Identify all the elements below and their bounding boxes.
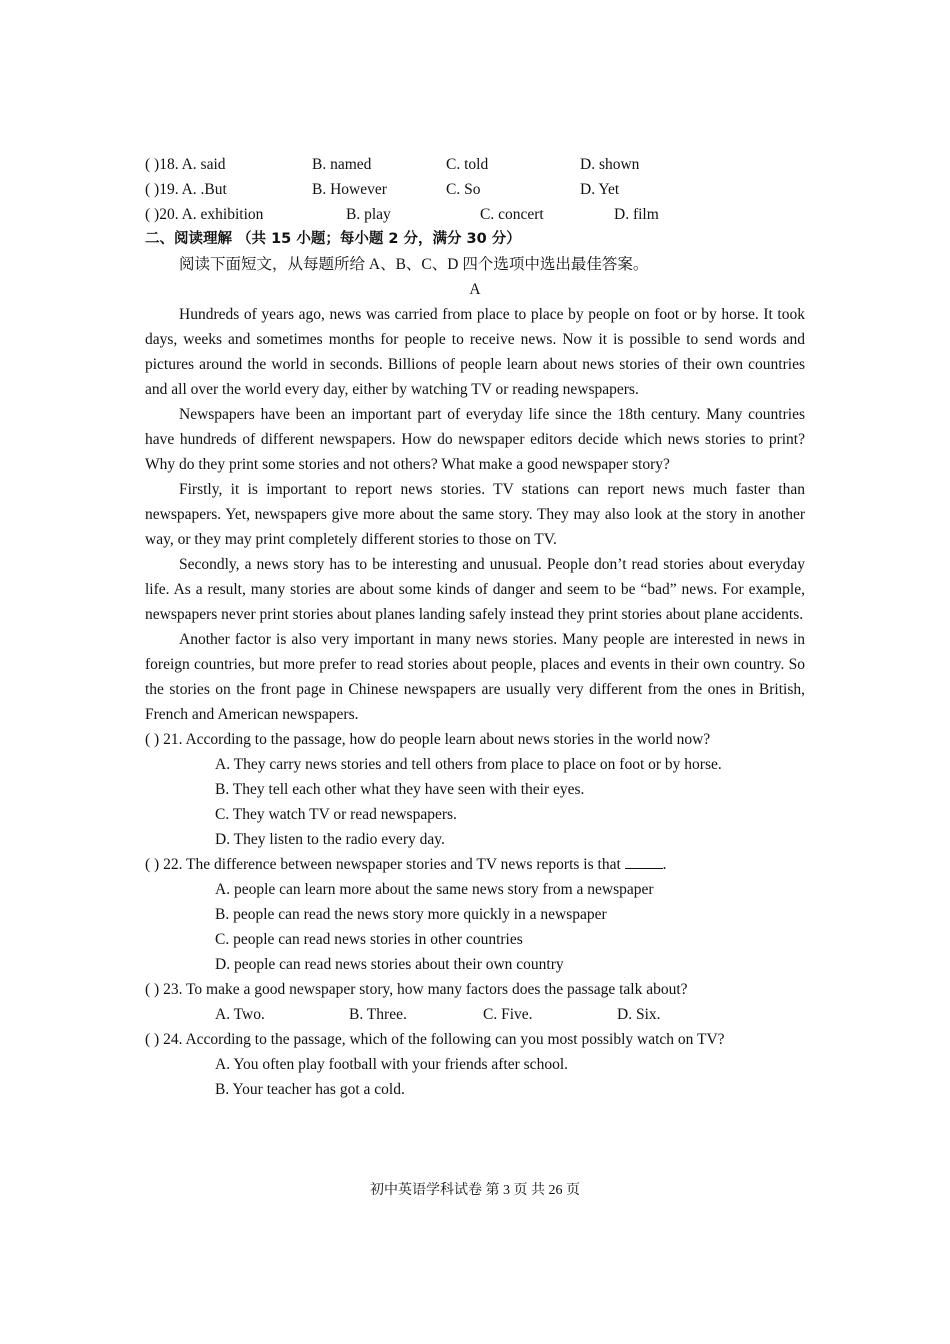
- exam-page: [145, 152, 805, 1102]
- question-23-stem: ( ) 23. To make a good newspaper story, how many factors does the passage talk about?: [145, 981, 688, 998]
- section-heading: 二、阅读理解 （共 15 小题；每小题 2 分，满分 30 分）: [145, 231, 521, 247]
- question-24-option-a: A. You often play football with your friends after school.: [215, 1056, 568, 1073]
- question-21-option-a: A. They carry news stories and tell others from place to place on foot or by horse.: [215, 756, 722, 773]
- question-18-stem: ( )18. A. said: [145, 156, 226, 173]
- option-c: C. So: [446, 181, 481, 198]
- question-22-option-a: A. people can learn more about the same news story from a newspaper: [215, 881, 654, 898]
- option-b: B. However: [312, 181, 387, 198]
- question-22-option-b: B. people can read the news story more quickly in a newspaper: [215, 906, 607, 923]
- option-c: C. concert: [480, 206, 544, 223]
- question-21-option-b: B. They tell each other what they have seen with their eyes.: [215, 781, 585, 798]
- question-23-option-d: D. Six.: [617, 1006, 661, 1023]
- question-22-stem: ( ) 22. The difference between newspaper stories and TV news reports is that: [145, 856, 621, 873]
- question-20: [145, 202, 805, 227]
- question-22-option-c: C. people can read news stories in other countries: [215, 931, 523, 948]
- question-19: [145, 177, 805, 202]
- question-23-options: [145, 1002, 805, 1027]
- option-d: D. Yet: [580, 181, 620, 198]
- passage-paragraph: Secondly, a news story has to be interesting and unusual. People don’t read stories about everyday life. As a result, many stories are about some kinds of danger and seem to be “bad” news. For example, newspapers never print stories about planes landing safely instead they print stories about plane accidents.: [145, 556, 805, 623]
- passage-label: A: [469, 281, 481, 298]
- question-22-option-d: D. people can read news stories about their own country: [215, 956, 564, 973]
- question-23-option-c: C. Five.: [483, 1006, 533, 1023]
- question-21-option-c: C. They watch TV or read newspapers.: [215, 806, 457, 823]
- page-footer: 初中英语学科试卷 第 3 页 共 26 页: [370, 1183, 580, 1198]
- question-20-stem: ( )20. A. exhibition: [145, 206, 264, 223]
- option-b: B. play: [346, 206, 391, 223]
- option-d: D. shown: [580, 156, 640, 173]
- option-b: B. named: [312, 156, 372, 173]
- question-22-stem-end: .: [662, 856, 667, 873]
- question-23-option-b: B. Three.: [349, 1006, 407, 1023]
- passage-paragraph: Another factor is also very important in many news stories. Many people are interested in news in foreign countries, but more prefer to read stories about people, places and events in their own country. So the stories on the front page in Chinese newspapers are usually very different from the ones in British, French and American newspapers.: [145, 631, 805, 723]
- option-c: C. told: [446, 156, 489, 173]
- question-22: [145, 852, 805, 877]
- question-18: [145, 152, 805, 177]
- passage-paragraph: Hundreds of years ago, news was carried from place to place by people on foot or by horse. It took days, weeks and sometimes months for people to receive news. Now it is possible to send words and pictures around the world in seconds. Billions of people learn about news stories of their own countries and all over the world every day, either by watching TV or reading newspapers.: [145, 306, 805, 398]
- question-24-option-b: B. Your teacher has got a cold.: [215, 1081, 405, 1098]
- passage-paragraph: Firstly, it is important to report news stories. TV stations can report news much faster than newspapers. Yet, newspapers give more about the same story. They may also look at the story in another way, or they may print completely different stories to those on TV.: [145, 481, 805, 548]
- passage-paragraph: Newspapers have been an important part of everyday life since the 18th century. Many countries have hundreds of different newspapers. How do newspaper editors decide which news stories to print? Why do they print some stories and not others? What make a good newspaper story?: [145, 406, 805, 473]
- question-21-stem: ( ) 21. According to the passage, how do people learn about news stories in the world now?: [145, 731, 711, 748]
- question-21-option-d: D. They listen to the radio every day.: [215, 831, 445, 848]
- question-23-option-a: A. Two.: [215, 1006, 265, 1023]
- option-d: D. film: [614, 206, 659, 223]
- instruction: 阅读下面短文，从每题所给 A、B、C、D 四个选项中选出最佳答案。: [179, 256, 649, 273]
- question-19-stem: ( )19. A. .But: [145, 181, 227, 198]
- answer-blank: [625, 854, 663, 869]
- question-24-stem: ( ) 24. According to the passage, which of the following can you most possibly watch on TV?: [145, 1031, 725, 1048]
